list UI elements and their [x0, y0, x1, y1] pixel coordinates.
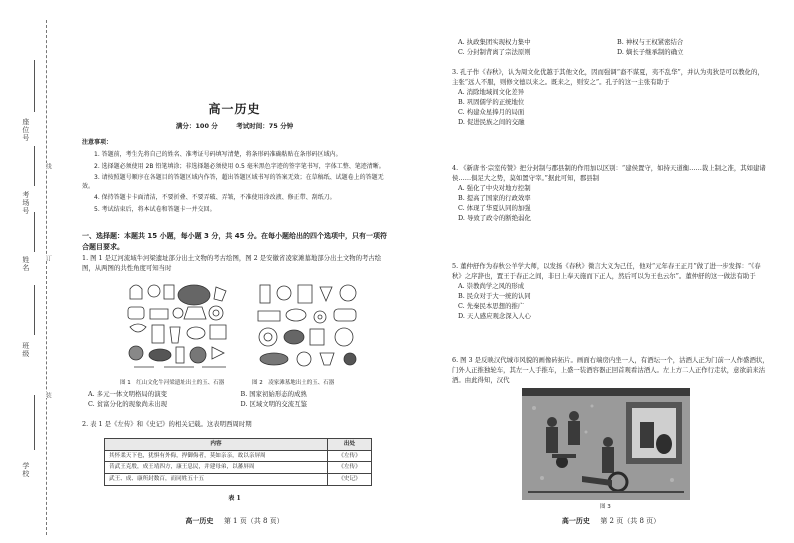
question-2-options — [452, 38, 770, 58]
figure-3-caption: 图 3 — [600, 504, 611, 510]
school-label: 学校 — [21, 462, 30, 478]
seat-number-label: 座位号 — [21, 118, 30, 142]
option-c[interactable]: C. 构建众星捧月的局面 — [458, 107, 525, 116]
table-cell-content: 武王、成、康所封数百，而同姓五十五 — [105, 473, 328, 485]
table-cell-source: 《左传》 — [328, 462, 372, 474]
question-4 — [452, 164, 770, 224]
page-1 — [82, 0, 387, 543]
option-c[interactable]: C. 先秦民本思想的推广 — [458, 301, 525, 310]
question-5-stem: 5. 董仲舒作为春秋公羊学大师，以发扬《春秋》微言大义为己任，他对“元年春王正月”做了进一步发挥：“《春秋》之序辞也，置王于春正之间，非曰上奉天施而下正人，然后可以为王也云尔”。董仲舒的这一做法有助于 — [452, 262, 761, 280]
section-heading: 一、选择题：本题共 15 小题，每小题 3 分，共 45 分。在每小题给出的四个选项中，只有一项符合题目要求。 — [82, 232, 387, 251]
figure-1-caption: 图 1 红山文化牛河梁遗址出土的玉、石器 — [120, 380, 225, 386]
figure-2-artifacts — [254, 281, 366, 375]
figure-2-caption: 图 2 凌家滩墓地出土的玉、石器 — [252, 380, 335, 386]
footer-page-number: 第 2 页（共 8 页） — [600, 517, 661, 525]
question-3 — [452, 68, 770, 128]
instruction-item: 3. 请按照题号顺序在各题目的答题区域内作答，超出答题区域书写的答案无效；在草稿纸、试题卷上的答题无效。 — [82, 173, 384, 191]
full-marks: 满分：100 分 — [175, 122, 218, 130]
option-b[interactable]: B. 提高了国家的行政效率 — [458, 193, 531, 202]
footer-subject: 高一历史 — [561, 517, 590, 525]
question-6-stem: 6. 图 3 是反映汉代城市风貌的画像砖拓片。画面右端房内坐一人，有酒坛一个，沽酒人正为门前一人作盛酒状，门外人正推独轮车，其左一人手推车，上盛一装酒容器正回首观看沽酒人。左上方二人正作行走状，意欲前来沽酒。由此得知，汉代 — [452, 356, 769, 384]
instructions-heading: 注意事项： — [82, 139, 113, 146]
option-d[interactable]: D. 天人感应观念深入人心 — [458, 311, 531, 320]
option-b[interactable]: B. 民众对于大一统的认同 — [458, 291, 531, 300]
exam-meta — [82, 121, 387, 131]
question-5 — [452, 262, 770, 322]
instruction-item: 1. 答题前，考生先将自己的姓名、准考证号码填写清楚，将条形码准确粘贴在条形码区域内。 — [94, 151, 342, 159]
instruction-item: 5. 考试结束后，将本试卷和答题卡一并交回。 — [94, 205, 216, 213]
cut-mark-zhuang: 装 — [44, 392, 52, 398]
table-1-caption: 表 1 — [228, 495, 241, 502]
table-row — [105, 450, 372, 462]
exam-room-label: 考场号 — [21, 191, 30, 215]
table-cell-content: 昔武王克殷，成王靖四方，康王息民，并建母弟，以蕃屏周 — [105, 462, 328, 474]
exam-title: 高一历史 — [208, 102, 261, 116]
option-a[interactable]: A. 多元一体文明格局的演变 — [88, 390, 167, 398]
cut-mark-line: 线 — [44, 163, 52, 169]
option-d[interactable]: D. 促进民族之间的交融 — [458, 117, 525, 126]
school-field[interactable] — [34, 395, 35, 450]
footer-subject: 高一历史 — [185, 517, 214, 525]
option-a[interactable]: A. 崇教尚学之风的形成 — [458, 281, 525, 290]
option-a[interactable]: A. 执政集团实现权力集中 — [458, 38, 531, 46]
option-c[interactable]: C. 体现了华夏认同的加强 — [458, 203, 531, 212]
page-2-footer — [452, 516, 770, 527]
question-1-options — [82, 390, 387, 410]
table-1 — [104, 438, 372, 486]
table-header-row — [105, 439, 372, 451]
name-label: 姓名 — [21, 256, 30, 272]
option-b[interactable]: B. 国家初始形态的成熟 — [240, 390, 307, 398]
table-cell-source: 《史记》 — [328, 473, 372, 485]
question-2 — [82, 420, 387, 430]
class-label: 班级 — [21, 342, 30, 358]
name-field[interactable] — [34, 212, 35, 252]
question-1 — [82, 254, 387, 274]
footer-page-number: 第 1 页（共 8 页） — [223, 517, 284, 525]
figure-1-artifacts — [124, 281, 236, 375]
option-d[interactable]: D. 区域文明的交流互鉴 — [240, 399, 307, 408]
table-header-content: 内容 — [105, 439, 328, 451]
binding-margin — [0, 0, 52, 543]
instructions — [82, 138, 387, 216]
option-b[interactable]: B. 巩固儒学的正统地位 — [458, 97, 525, 106]
question-2-stem: 2. 表 1 是《左传》和《史记》的相关记载。这表明西周时期 — [82, 420, 252, 428]
question-6 — [452, 356, 770, 386]
option-c[interactable]: C. 分封制背离了宗法原则 — [458, 47, 531, 56]
table-row — [105, 462, 372, 474]
page-1-footer — [82, 516, 387, 527]
option-a[interactable]: A. 消除地域间文化差异 — [458, 87, 525, 96]
instruction-item: 2. 选择题必须使用 2B 铅笔填涂；非选择题必须使用 0.5 毫米黑色字迹的签字笔书写，字体工整、笔迹清晰。 — [94, 162, 385, 170]
exam-time: 考试时间：75 分钟 — [236, 122, 294, 130]
binding-cut-line — [46, 20, 47, 535]
table-cell-source: 《左传》 — [328, 450, 372, 462]
figure-3-rubbing — [522, 388, 690, 500]
question-4-stem: 4. 《新唐书·宗室传赞》把分封制与郡县制的作用加以区别：“建侯置守，如持天道衡……裁上制之准，其如建诸侯……俱足大之势，莫如置守宰。”据此可知，郡县制 — [452, 164, 766, 182]
cut-mark-ding: 订 — [44, 255, 52, 261]
option-c[interactable]: C. 贫富分化的现象尚未出现 — [88, 399, 168, 408]
option-b[interactable]: B. 神权与王权紧密结合 — [617, 38, 684, 46]
table-row — [105, 473, 372, 485]
question-3-stem: 3. 孔子作《春秋》，认为周文化优越于其他文化，因而强调“裔不谋夏，夷不乱华”，并认为夷狄是可以教化的，主张“远人不服，则修文德以来之。既来之，则安之”。孔子的这一主张有助于 — [452, 68, 764, 86]
option-a[interactable]: A. 强化了中央对地方控制 — [458, 183, 531, 192]
table-cell-content: 其怀柔天下也，犹惧有外侮，捍御侮者，莫如亲亲，故以亲屏周 — [105, 450, 328, 462]
class-field[interactable] — [34, 285, 35, 335]
option-d[interactable]: D. 嫡长子继承制的确立 — [617, 47, 684, 56]
seat-number-field[interactable] — [34, 60, 35, 112]
table-header-source: 出处 — [328, 439, 372, 451]
exam-room-field[interactable] — [34, 146, 35, 186]
option-d[interactable]: D. 导致了政令的断绝弱化 — [458, 213, 531, 222]
question-1-stem: 1. 图 1 是辽河流域牛河梁遗址部分出土文物的考古绘图，图 2 是安徽省凌家滩墓地部分出土文物的考古绘图，从两图的共性角度可知当时 — [82, 254, 382, 272]
instruction-item: 4. 保持答题卡卡面清洁，不要折叠、不要弄破、弄皱，不准使用涂改液、修正带、刮纸刀。 — [94, 194, 336, 202]
page-2 — [452, 0, 770, 543]
